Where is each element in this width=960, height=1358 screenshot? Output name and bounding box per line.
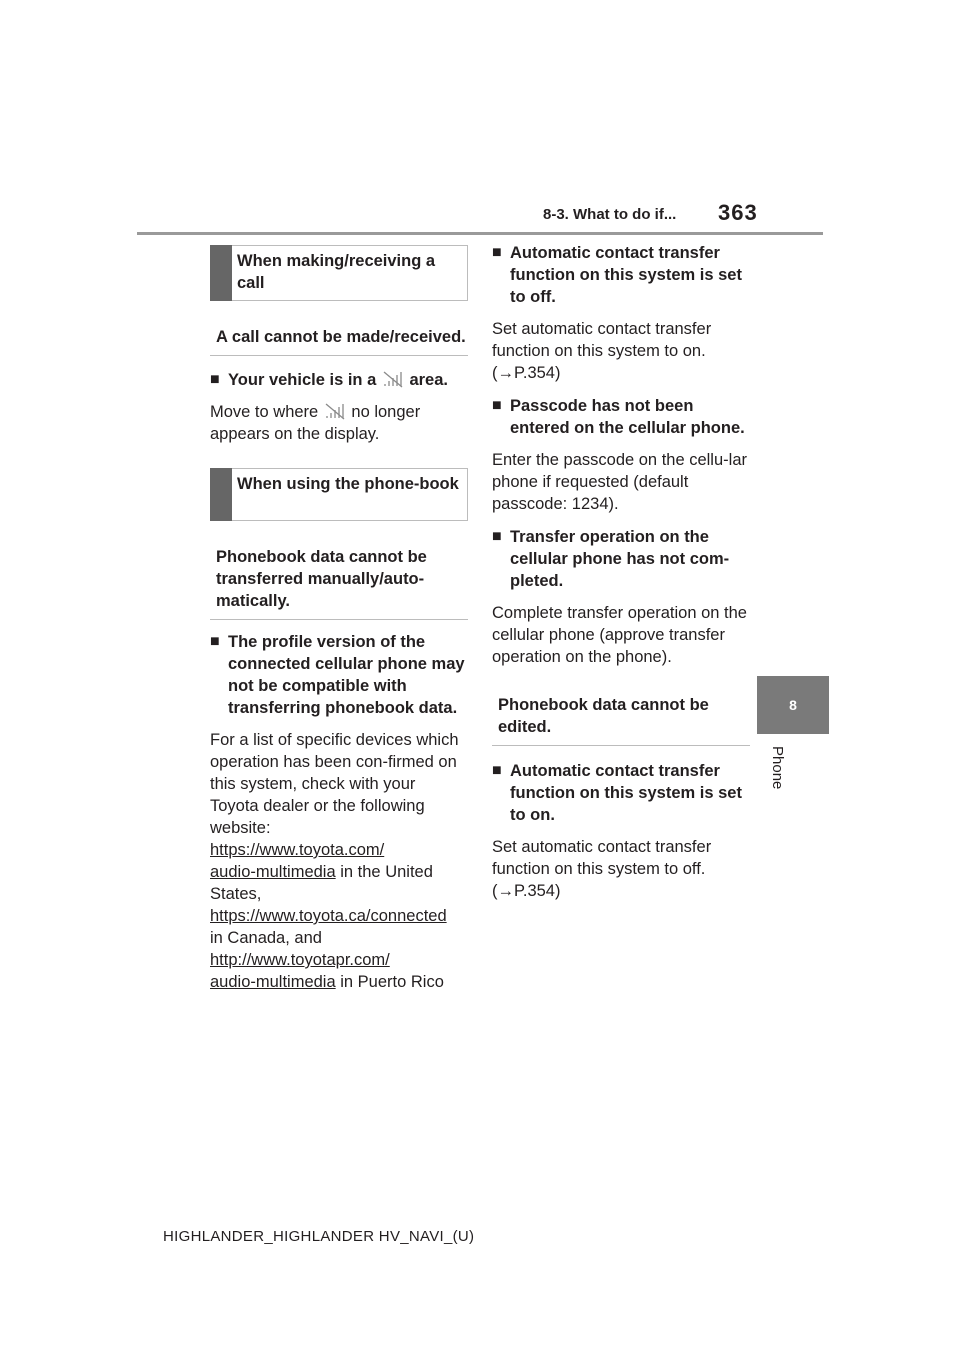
square-bullet-icon: ■	[210, 633, 220, 650]
right-column	[492, 242, 750, 902]
heading-text: When making/receiving a call	[237, 252, 436, 292]
page-reference[interactable]: (→P.354)	[492, 364, 561, 382]
chapter-tab	[757, 676, 829, 734]
cause-item	[492, 395, 750, 439]
heading-bar	[210, 468, 232, 521]
remedy-text	[210, 729, 468, 993]
remedy-text	[492, 836, 750, 902]
website-link-canada[interactable]: https://www.toyota.ca/connected	[210, 907, 447, 925]
website-link-us-cont[interactable]: audio-multimedia	[210, 863, 336, 881]
link-suffix: in Puerto Rico	[335, 973, 444, 991]
square-bullet-icon: ■	[210, 371, 220, 388]
website-link-pr-cont[interactable]: audio-multimedia	[210, 973, 336, 991]
remedy-text-post: no longer appears on the display.	[210, 403, 421, 443]
square-bullet-icon: ■	[492, 244, 502, 261]
footer-code: HIGHLANDER_HIGHLANDER HV_NAVI_(U)	[163, 1228, 475, 1245]
link-suffix: in the United States,	[210, 863, 433, 903]
cause-item	[492, 526, 750, 592]
cause-item	[210, 631, 468, 719]
section-title: 8-3. What to do if...	[543, 206, 677, 223]
remedy-intro: For a list of specific devices which operation has been con-firmed on this system, check with your Toyota dealer or the following website:	[210, 731, 459, 837]
chapter-number: 8	[789, 697, 797, 713]
remedy-text-main: Set automatic contact transfer function on this system to on.	[492, 320, 712, 360]
cause-item	[492, 242, 750, 308]
website-link-us[interactable]: https://www.toyota.com/	[210, 841, 385, 859]
heading-box-call	[210, 245, 468, 301]
heading-text: When using the phone-book	[237, 475, 459, 493]
remedy-text-pre: Move to where	[210, 403, 319, 421]
page-number: 363	[718, 200, 758, 225]
remedy-text: Enter the passcode on the cellu-lar phone if requested (default passcode: 1234).	[492, 451, 747, 513]
remedy-text	[210, 401, 468, 445]
heading-bar	[210, 245, 232, 301]
subheading-transfer: Phonebook data cannot be transferred manually/auto-matically.	[210, 542, 468, 620]
subheading-edit: Phonebook data cannot be edited.	[492, 690, 750, 746]
header-rule	[137, 232, 823, 235]
remedy-text	[492, 318, 750, 384]
square-bullet-icon: ■	[492, 528, 502, 545]
cause-text: Automatic contact transfer function on this system is set to on.	[510, 762, 742, 824]
page-reference[interactable]: (→P.354)	[492, 882, 561, 900]
no-signal-icon	[381, 370, 405, 388]
square-bullet-icon: ■	[492, 762, 502, 779]
cause-text: Automatic contact transfer function on this system is set to off.	[510, 244, 742, 306]
no-signal-icon	[323, 402, 347, 420]
cause-item	[492, 760, 750, 826]
chapter-label-text: Phone	[769, 746, 786, 790]
cause-text: Transfer operation on the cellular phone has not com-pleted.	[510, 528, 730, 590]
cause-text-post: area.	[409, 371, 448, 389]
remedy-text-main: Set automatic contact transfer function on this system to off.	[492, 838, 712, 878]
cause-text: The profile version of the connected cellular phone may not be compatible with transferring phonebook data.	[228, 633, 465, 717]
link-suffix: in Canada, and	[210, 929, 322, 947]
chapter-label	[766, 746, 788, 798]
square-bullet-icon: ■	[492, 397, 502, 414]
cause-text-pre: Your vehicle is in a	[228, 371, 377, 389]
heading-box-phonebook	[210, 468, 468, 521]
cause-item	[210, 369, 468, 391]
remedy-text: Complete transfer operation on the cellular phone (approve transfer operation on the phone).	[492, 604, 747, 666]
website-link-pr[interactable]: http://www.toyotapr.com/	[210, 951, 390, 969]
subheading-call: A call cannot be made/received.	[210, 322, 468, 356]
cause-text: Passcode has not been entered on the cellular phone.	[510, 397, 745, 437]
left-column	[210, 245, 468, 993]
